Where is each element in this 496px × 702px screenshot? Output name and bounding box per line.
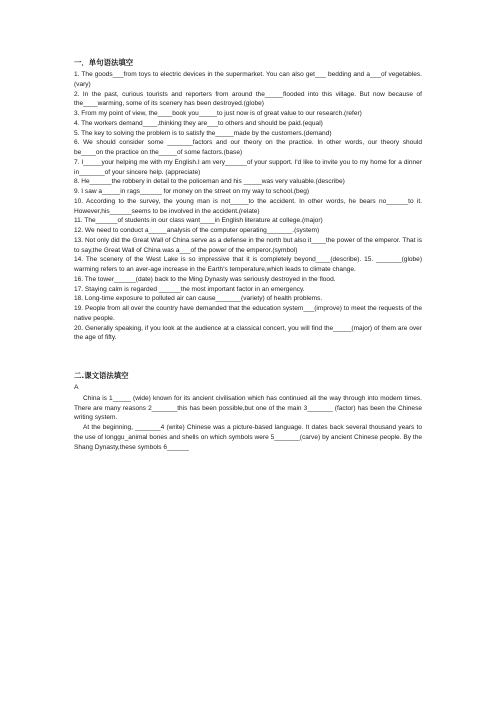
exercise-item: 7. I_____your helping me with my English.I am very______of your support. I'd like to invite you to my home for a dinner in_______of your sincere help. (appreciate) (74, 158, 422, 176)
exercise-item: 17. Staying calm is regarded ______the most important factor in an emergency. (74, 285, 305, 293)
section-title-2: 二.课文语法填空 (74, 371, 129, 380)
exercise-item: 1. The goods___from toys to electric devices in the supermarket. You can also get___ bedding and a___of vegetables.(vary) (74, 71, 422, 88)
section-spacer (74, 343, 422, 371)
exercise-item: 6. We should consider some _______factors and our theory on the practice. In other words, our theory should be____on the practice on the_____of some factors.(base) (74, 139, 422, 156)
exercise-item: 11. The______of students in our class want____in English literature at college.(major) (74, 217, 323, 225)
exercise-item: 12. We need to conduct a_____analysis of the computer operating_______.(system) (74, 227, 320, 234)
exercise-item: 19. People from all over the country have demanded that the education system___(improve) to meet the requests of the native people. (74, 305, 422, 322)
passage-label: A (74, 384, 79, 391)
exercise-item: 8. He______the robbery in detail to the policeman and his _____was very valuable.(describe) (74, 178, 345, 186)
exercise-item: 9. I saw a_____in rags______ for money on the street on my way to school.(beg) (74, 188, 310, 195)
exercise-item: 2. In the past, curious tourists and reporters from around the_____flooded into this village. But now because of the____warming, some of its scenery has been destroyed.(globe) (74, 90, 422, 108)
exercise-item: 20. Generally speaking, if you look at the audience at a classical concert, you will find the_____(major) of them are over the age of fifty. (74, 324, 422, 342)
exercise-item: 18. Long-time exposure to polluted air can cause_______(variety) of health problems. (74, 295, 323, 303)
exercise-item: 13. Not only did the Great Wall of China serve as a defense in the north but also it____the power of the emperor. That is to say,the Great Wall of China was a___of the power of the emperor.(symbol) (74, 236, 422, 254)
exercise-item: 10. According to the survey, the young man is not_____to the accident. In other words, he bears no______to it. However,his______seems to be involved in the accident.(relate) (74, 197, 422, 215)
section-title-1: 一．单句语法填空 (74, 58, 134, 67)
passage-paragraph: China is 1_____ (wide) known for its ancient civilisation which has continued all the way through into modern times. There are many reasons 2_______this has been possible,but one of the main 3_______ (factor) has been the Chinese writing system. (74, 394, 422, 422)
exercise-list-1 (74, 70, 422, 343)
exercise-item: 3. From my point of view, the____book you_____to just now is of great value to our research.(refer) (74, 110, 362, 117)
exercise-item: 16. The tower______(date) back to the Ming Dynasty was seriously destroyed in the flood. (74, 275, 336, 283)
passage-paragraph: At the beginning, _______4 (write) Chinese was a picture-based language. It dates back several thousand years to the use of longgu_animal bones and shells on which symbols were 5_______(carve) by ancient Chinese people. By the Shang Dynasty,these symbols 6______ (74, 424, 422, 451)
exercise-item: 14. The scenery of the West Lake is so impressive that it is completely beyond____(describe). 15. _______(globe) warming refers to an aver-age increase in the Earth's temperature,which leads to climate change. (74, 256, 422, 273)
exercise-item: 4. The workers demand____,thinking they are___to others and should be paid.(equal) (74, 119, 323, 127)
exercise-item: 5. The key to solving the problem is to satisfy the_____made by the customers.(demand) (74, 129, 332, 137)
document-body (74, 58, 422, 452)
